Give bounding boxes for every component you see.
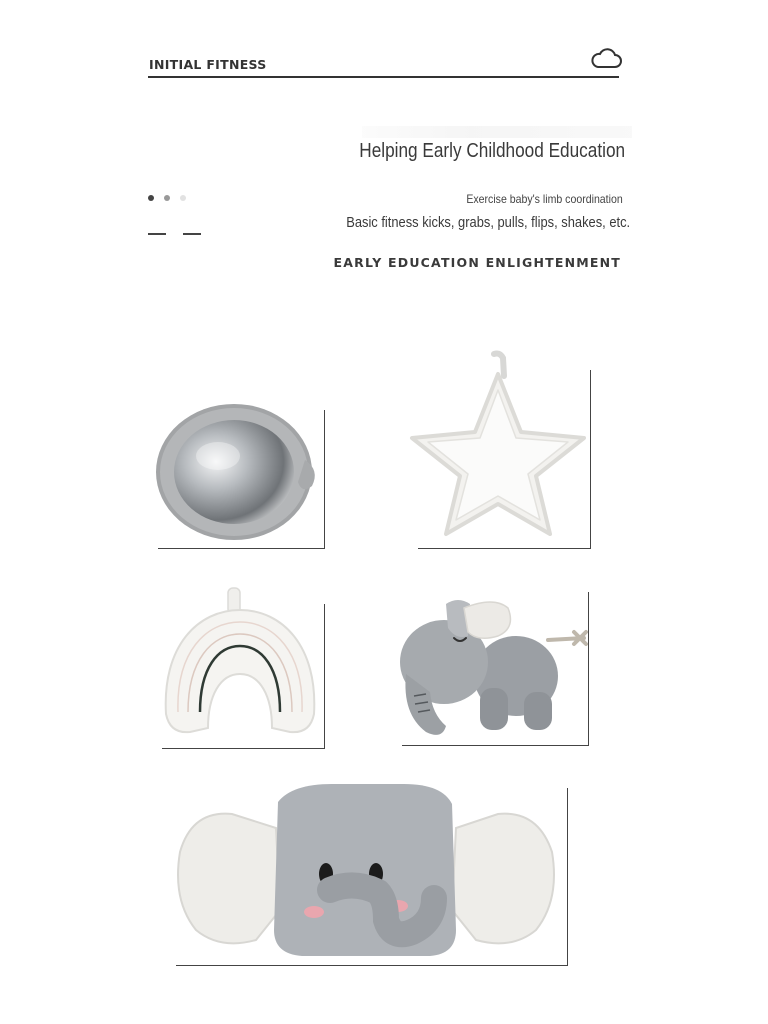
section-heading: Helping Early Childhood Education	[359, 140, 625, 162]
dash-left	[148, 233, 166, 235]
plush-star-icon	[408, 350, 588, 540]
heading-shadow	[362, 126, 632, 138]
carousel-dot-1[interactable]	[148, 195, 154, 201]
header-title: INITIAL FITNESS	[149, 57, 267, 72]
elephant-face-book-icon	[172, 780, 564, 960]
cloud-icon	[590, 46, 622, 70]
subtitle: Exercise baby's limb coordination	[466, 192, 623, 206]
carousel-dot-3[interactable]	[180, 195, 186, 201]
dash-right	[183, 233, 201, 235]
carousel-dot-2[interactable]	[164, 195, 170, 201]
tagline: EARLY EDUCATION ENLIGHTENMENT	[333, 255, 621, 270]
header-divider	[148, 76, 619, 78]
plush-rainbow-icon	[160, 586, 320, 736]
description: Basic fitness kicks, grabs, pulls, flips, shakes, etc.	[346, 214, 630, 231]
plush-mirror-icon	[150, 398, 330, 546]
carousel-dots	[148, 195, 186, 201]
plush-elephant-toy-icon	[398, 596, 590, 742]
